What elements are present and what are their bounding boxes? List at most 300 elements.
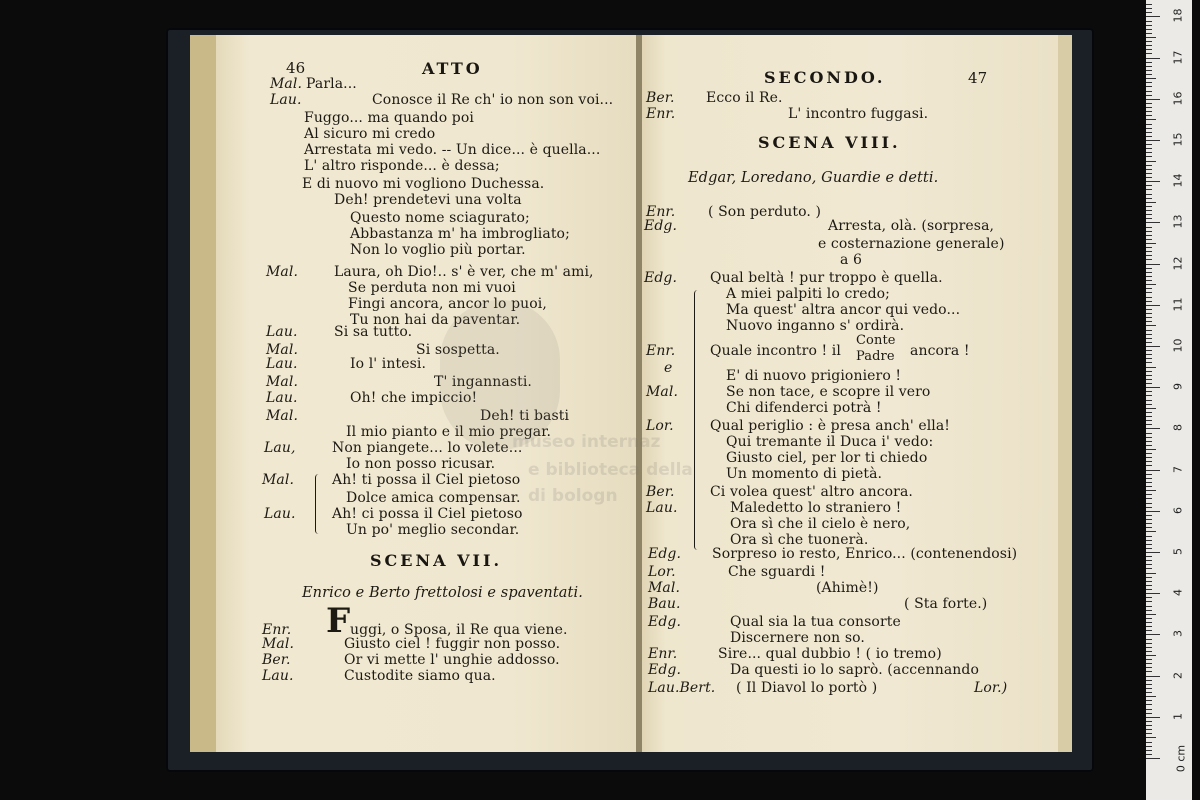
watermark-line-1: museo internaz	[512, 432, 661, 452]
ruler-tick	[1146, 91, 1152, 92]
ruler-label: 2	[1171, 671, 1185, 679]
ruler-tick	[1146, 544, 1152, 545]
dialogue-line: Chi difenderci potrà !	[726, 400, 882, 416]
dialogue-line: Io l' intesi.	[350, 356, 427, 372]
ruler-tick	[1146, 358, 1152, 359]
dialogue-line: Arrestata mi vedo. -- Un dice... è quella...	[304, 142, 601, 158]
ruler-tick	[1146, 593, 1160, 594]
ruler-tick	[1146, 297, 1152, 298]
ruler-tick	[1146, 119, 1156, 120]
dialogue-line: a 6	[840, 252, 863, 268]
ruler-tick	[1146, 8, 1152, 9]
dialogue-line: Conosce il Re ch' io non son voi...	[372, 92, 614, 108]
ruler-tick	[1146, 144, 1152, 145]
speaker-label: Enr.	[262, 622, 292, 638]
ruler-tick	[1146, 227, 1152, 228]
ruler-tick	[1146, 284, 1156, 285]
ruler-tick	[1146, 523, 1152, 524]
dialogue-line: Questo nome sciagurato;	[350, 210, 530, 226]
ruler-tick	[1146, 486, 1152, 487]
ruler-tick	[1146, 95, 1152, 96]
scene-heading-left: SCENA VII.	[370, 551, 503, 570]
speaker-label: Edg.	[644, 270, 677, 286]
dialogue-line: Giusto ciel ! fuggir non posso.	[344, 636, 561, 652]
ruler-tick	[1146, 280, 1152, 281]
ruler-tick	[1146, 239, 1152, 240]
ruler-unit: 0 cm	[1174, 744, 1188, 773]
ruler-tick	[1146, 53, 1152, 54]
running-header-right: SECONDO.	[764, 68, 886, 87]
ruler-tick	[1146, 548, 1152, 549]
ruler-tick	[1146, 375, 1152, 376]
dialogue-line: uggi, o Sposa, il Re qua viene.	[350, 622, 568, 638]
dialogue-line: e costernazione generale)	[818, 236, 1005, 252]
ruler-tick	[1146, 655, 1156, 656]
dialogue-line: Fingi ancora, ancor lo puoi,	[348, 296, 547, 312]
ruler-tick	[1146, 581, 1152, 582]
ruler-tick	[1146, 346, 1160, 347]
dialogue-line: Si sa tutto.	[334, 324, 413, 340]
speaker-label: Edg.	[644, 218, 677, 234]
ruler-tick	[1146, 321, 1152, 322]
ruler-tick	[1146, 214, 1152, 215]
ruler-tick	[1146, 647, 1152, 648]
speaker-label: Enr.	[646, 343, 676, 359]
ruler-tick	[1146, 754, 1152, 755]
speaker-label: Mal.	[266, 374, 299, 390]
ruler-tick	[1146, 264, 1160, 265]
dialogue-line: T' ingannasti.	[434, 374, 532, 390]
speaker-label: Lau.Bert.	[648, 680, 716, 696]
ruler-tick	[1146, 37, 1156, 38]
ruler-tick	[1146, 527, 1152, 528]
ruler-tick	[1146, 408, 1156, 409]
ruler-tick	[1146, 330, 1152, 331]
ruler-tick	[1146, 478, 1152, 479]
ruler-label: 11	[1171, 297, 1185, 312]
ruler-tick	[1146, 511, 1160, 512]
dialogue-line: Arresta, olà. (sorpresa,	[828, 218, 995, 234]
dialogue-line: Ci volea quest' altro ancora.	[710, 484, 913, 500]
dialogue-line: Lor.)	[974, 680, 1008, 696]
dialogue-line: Sire... qual dubbio ! ( io tremo)	[718, 646, 942, 662]
ruler-tick	[1146, 630, 1152, 631]
speaker-label: Lau.	[266, 324, 298, 340]
ruler-tick	[1146, 194, 1152, 195]
ruler-tick	[1146, 268, 1152, 269]
ruler-tick	[1146, 560, 1152, 561]
ruler-tick	[1146, 181, 1160, 182]
speaker-label: Mal.	[266, 342, 299, 358]
speaker-label: Mal.	[270, 76, 303, 92]
ruler-tick	[1146, 700, 1152, 701]
ruler-label: 18	[1171, 8, 1185, 23]
dialogue-line: Qual beltà ! pur troppo è quella.	[710, 270, 943, 286]
ruler-label: 8	[1171, 424, 1185, 432]
ruler-tick	[1146, 651, 1152, 652]
ruler-tick	[1146, 25, 1152, 26]
speaker-label: Mal.	[646, 384, 679, 400]
ruler-tick	[1146, 498, 1152, 499]
ruler-tick	[1146, 58, 1160, 59]
ruler-tick	[1146, 606, 1152, 607]
ruler-tick	[1146, 334, 1152, 335]
dialogue-line: ( Son perduto. )	[708, 204, 822, 220]
dialogue-line: Discernere non so.	[730, 630, 865, 646]
ruler-tick	[1146, 152, 1152, 153]
ruler-tick	[1146, 231, 1152, 232]
ruler-tick	[1146, 412, 1152, 413]
ruler-tick	[1146, 367, 1156, 368]
page-number-left: 46	[286, 59, 306, 77]
speaker-label: Ber.	[646, 90, 675, 106]
ancora-word: ancora !	[910, 343, 970, 359]
ruler-tick	[1146, 507, 1152, 508]
ruler-tick	[1146, 132, 1152, 133]
dialogue-line: Un po' meglio secondar.	[346, 522, 520, 538]
ruler-tick	[1146, 161, 1156, 162]
ruler-tick	[1146, 198, 1152, 199]
dialogue-line: Al sicuro mi credo	[304, 126, 436, 142]
dialogue-line: Un momento di pietà.	[726, 466, 883, 482]
brace-right	[694, 290, 701, 550]
ruler-tick	[1146, 618, 1152, 619]
ruler-tick	[1146, 115, 1152, 116]
ruler-tick	[1146, 639, 1152, 640]
ruler-tick	[1146, 288, 1152, 289]
ruler-tick	[1146, 243, 1156, 244]
dialogue-line: Da questi io lo saprò. (accennando	[730, 662, 979, 678]
ruler-tick	[1146, 189, 1152, 190]
book-gutter	[636, 35, 642, 752]
dialogue-line: Sorpreso io resto, Enrico... (contenendosi)	[712, 546, 1018, 562]
ruler-tick	[1146, 490, 1156, 491]
ruler-tick	[1146, 737, 1156, 738]
ruler-tick	[1146, 136, 1152, 137]
ruler-label: 4	[1171, 589, 1185, 597]
ruler-tick	[1146, 255, 1152, 256]
ruler-tick	[1146, 383, 1152, 384]
ruler-tick	[1146, 519, 1152, 520]
ruler-tick	[1146, 140, 1160, 141]
ruler-tick	[1146, 589, 1152, 590]
scene-heading-right: SCENA VIII.	[758, 133, 901, 152]
ruler-tick	[1146, 585, 1152, 586]
ruler-tick	[1146, 729, 1152, 730]
ruler-tick	[1146, 470, 1160, 471]
ruler-tick	[1146, 292, 1152, 293]
ruler-tick	[1146, 70, 1152, 71]
ruler-tick	[1146, 552, 1160, 553]
ruler-tick	[1146, 746, 1152, 747]
ruler-tick	[1146, 371, 1152, 372]
dialogue-line: Ora sì che il cielo è nero,	[730, 516, 911, 532]
ruler-label: 10	[1171, 338, 1185, 353]
ruler-tick	[1146, 433, 1152, 434]
conte-word: Conte	[856, 333, 896, 348]
dialogue-line: A miei palpiti lo credo;	[726, 286, 890, 302]
ruler-tick	[1146, 577, 1152, 578]
scene-direction-right: Edgar, Loredano, Guardie e detti.	[688, 170, 939, 186]
dialogue-line: Giusto ciel, per lor ti chiedo	[726, 450, 928, 466]
ruler-tick	[1146, 309, 1152, 310]
ruler-tick	[1146, 317, 1152, 318]
speaker-label: Lau.	[266, 356, 298, 372]
dialogue-line: Qual sia la tua consorte	[730, 614, 901, 630]
ruler-label: 15	[1171, 132, 1185, 147]
ruler-tick	[1146, 750, 1152, 751]
speaker-label: e	[664, 360, 673, 376]
ruler-tick	[1146, 301, 1152, 302]
ruler-tick	[1146, 494, 1152, 495]
ruler-tick	[1146, 671, 1152, 672]
speaker-label: Lau.	[264, 506, 296, 522]
speaker-label: Mal.	[262, 636, 295, 652]
ruler-tick	[1146, 16, 1160, 17]
watermark-logo	[440, 300, 560, 450]
measuring-ruler	[1146, 0, 1192, 800]
ruler-tick	[1146, 634, 1160, 635]
speaker-label: Ber.	[646, 484, 675, 500]
ruler-label: 14	[1171, 173, 1185, 188]
ruler-tick	[1146, 733, 1152, 734]
ruler-tick	[1146, 251, 1152, 252]
dialogue-line: Il mio pianto e il mio pregar.	[346, 424, 552, 440]
ruler-tick	[1146, 457, 1152, 458]
ruler-tick	[1146, 66, 1152, 67]
ruler-tick	[1146, 247, 1152, 248]
ruler-tick	[1146, 688, 1152, 689]
dialogue-line: Parla...	[306, 76, 357, 92]
ruler-tick	[1146, 206, 1152, 207]
ruler-tick	[1146, 597, 1152, 598]
ruler-tick	[1146, 680, 1152, 681]
ruler-label: 3	[1171, 630, 1185, 638]
ruler-tick	[1146, 49, 1152, 50]
ruler-tick	[1146, 111, 1152, 112]
ruler-label: 17	[1171, 50, 1185, 65]
ruler-tick	[1146, 758, 1160, 759]
ruler-tick	[1146, 643, 1152, 644]
ruler-tick	[1146, 540, 1152, 541]
ruler-tick	[1146, 704, 1152, 705]
dialogue-line: Deh! ti basti	[480, 408, 570, 424]
ruler-tick	[1146, 12, 1152, 13]
ruler-tick	[1146, 667, 1152, 668]
ruler-tick	[1146, 461, 1152, 462]
ruler-tick	[1146, 235, 1152, 236]
ruler-tick	[1146, 709, 1152, 710]
ruler-tick	[1146, 449, 1156, 450]
ruler-tick	[1146, 441, 1152, 442]
dialogue-line: Qui tremante il Duca i' vedo:	[726, 434, 934, 450]
ruler-tick	[1146, 416, 1152, 417]
ruler-tick	[1146, 395, 1152, 396]
dialogue-line: Se perduta non mi vuoi	[348, 280, 516, 296]
dialogue-line: L' incontro fuggasi.	[788, 106, 929, 122]
ruler-tick	[1146, 45, 1152, 46]
ruler-tick	[1146, 29, 1152, 30]
ruler-tick	[1146, 148, 1152, 149]
ruler-tick	[1146, 400, 1152, 401]
dialogue-line: Io non posso ricusar.	[346, 456, 496, 472]
ruler-tick	[1146, 342, 1152, 343]
ruler-tick	[1146, 107, 1152, 108]
ruler-tick	[1146, 601, 1152, 602]
ruler-tick	[1146, 41, 1152, 42]
ruler-tick	[1146, 222, 1160, 223]
dialogue-line: L' altro risponde... è dessa;	[304, 158, 500, 174]
watermark-line-3: di bologn	[528, 486, 618, 506]
running-header-left: ATTO	[422, 59, 483, 78]
dialogue-line: Ma quest' altra ancor qui vedo...	[726, 302, 961, 318]
ruler-tick	[1146, 387, 1160, 388]
dialogue-line: Custodite siamo qua.	[344, 668, 496, 684]
dialogue-line: ( Il Diavol lo portò )	[736, 680, 878, 696]
ruler-tick	[1146, 626, 1152, 627]
ruler-tick	[1146, 62, 1152, 63]
ruler-tick	[1146, 173, 1152, 174]
ruler-tick	[1146, 663, 1152, 664]
dialogue-line: Ora sì che tuonerà.	[730, 532, 869, 548]
ruler-tick	[1146, 202, 1156, 203]
ruler-tick	[1146, 338, 1152, 339]
ruler-tick	[1146, 453, 1152, 454]
watermark-line-2: e biblioteca della	[528, 460, 693, 480]
ruler-tick	[1146, 218, 1152, 219]
dialogue-line: Maledetto lo straniero !	[730, 500, 902, 516]
dialogue-line: Nuovo inganno s' ordirà.	[726, 318, 905, 334]
speaker-label: Lau.	[266, 390, 298, 406]
padre-word: Padre	[856, 349, 895, 364]
ruler-tick	[1146, 272, 1152, 273]
dialogue-line: Oh! che impiccio!	[350, 390, 478, 406]
dialogue-line: Qual periglio : è presa anch' ella!	[710, 418, 951, 434]
ruler-label: 16	[1171, 91, 1185, 106]
dialogue-line: (Ahimè!)	[816, 580, 879, 596]
ruler-label: 1	[1171, 712, 1185, 720]
ruler-tick	[1146, 568, 1152, 569]
scene-direction-left: Enrico e Berto frettolosi e spaventati.	[302, 585, 583, 601]
dialogue-line: Se non tace, e scopre il vero	[726, 384, 931, 400]
ruler-tick	[1146, 610, 1152, 611]
ruler-tick	[1146, 21, 1152, 22]
speaker-label: Mal.	[266, 264, 299, 280]
ruler-tick	[1146, 86, 1152, 87]
ruler-tick	[1146, 78, 1156, 79]
ruler-tick	[1146, 622, 1152, 623]
ruler-tick	[1146, 573, 1156, 574]
ruler-tick	[1146, 536, 1152, 537]
speaker-label: Ber.	[262, 652, 291, 668]
ruler-tick	[1146, 276, 1152, 277]
ruler-tick	[1146, 428, 1160, 429]
ruler-tick	[1146, 391, 1152, 392]
dialogue-line: Che sguardi !	[728, 564, 826, 580]
dialogue-line: Deh! prendetevi una volta	[334, 192, 522, 208]
ruler-tick	[1146, 420, 1152, 421]
dialogue-line: Or vi mette l' unghie addosso.	[344, 652, 560, 668]
speaker-label: Edg.	[648, 662, 681, 678]
speaker-label: Mal.	[266, 408, 299, 424]
speaker-label: Bau.	[648, 596, 681, 612]
ruler-tick	[1146, 305, 1160, 306]
ruler-label: 12	[1171, 256, 1185, 271]
ruler-tick	[1146, 437, 1152, 438]
ruler-tick	[1146, 696, 1156, 697]
dialogue-line: Abbastanza m' ha imbrogliato;	[350, 226, 570, 242]
drop-cap: F	[326, 601, 351, 641]
ruler-tick	[1146, 424, 1152, 425]
ruler-tick	[1146, 515, 1152, 516]
speaker-label: Enr.	[646, 204, 676, 220]
ruler-tick	[1146, 362, 1152, 363]
ruler-label: 6	[1171, 506, 1185, 514]
ruler-tick	[1146, 676, 1160, 677]
ruler-tick	[1146, 725, 1152, 726]
ruler-tick	[1146, 503, 1152, 504]
dialogue-line: E' di nuovo prigioniero !	[726, 368, 902, 384]
ruler-tick	[1146, 128, 1152, 129]
ruler-tick	[1146, 169, 1152, 170]
dialogue-line: Tu non hai da paventar.	[350, 312, 521, 328]
ruler-tick	[1146, 99, 1160, 100]
ruler-tick	[1146, 404, 1152, 405]
ruler-label: 5	[1171, 548, 1185, 555]
speaker-label: Edg.	[648, 614, 681, 630]
ruler-tick	[1146, 103, 1152, 104]
ruler-tick	[1146, 33, 1152, 34]
page-number-right: 47	[968, 69, 988, 87]
ruler-tick	[1146, 4, 1152, 5]
speaker-label: Lau.	[270, 92, 302, 108]
dialogue-line: Ah! ti possa il Ciel pietoso	[332, 472, 521, 488]
ruler-tick	[1146, 614, 1156, 615]
ruler-tick	[1146, 82, 1152, 83]
speaker-label: Mal.	[648, 580, 681, 596]
ruler-tick	[1146, 564, 1152, 565]
ruler-tick	[1146, 354, 1152, 355]
ruler-tick	[1146, 482, 1152, 483]
dialogue-line: ( Sta forte.)	[904, 596, 988, 612]
dialogue-line: Ecco il Re.	[706, 90, 783, 106]
speaker-label: Enr.	[646, 106, 676, 122]
ruler-tick	[1146, 259, 1152, 260]
dialogue-line: Dolce amica compensar.	[346, 490, 521, 506]
ruler-tick	[1146, 713, 1152, 714]
dialogue-line: Quale incontro ! il	[710, 343, 841, 359]
ruler-tick	[1146, 124, 1152, 125]
speaker-label: Lau.	[262, 668, 294, 684]
ruler-tick	[1146, 445, 1152, 446]
ruler-tick	[1146, 721, 1152, 722]
dialogue-line: Si sospetta.	[416, 342, 500, 358]
speaker-label: Lor.	[646, 418, 674, 434]
dialogue-line: Fuggo... ma quando poi	[304, 110, 474, 126]
dialogue-line: Laura, oh Dio!.. s' è ver, che m' ami,	[334, 264, 594, 280]
ruler-label: 7	[1171, 465, 1185, 473]
ruler-label: 13	[1171, 214, 1185, 229]
ruler-tick	[1146, 185, 1152, 186]
dialogue-line: Non lo voglio più portar.	[350, 242, 526, 258]
ruler-tick	[1146, 325, 1156, 326]
ruler-tick	[1146, 156, 1152, 157]
ruler-tick	[1146, 742, 1152, 743]
ruler-tick	[1146, 165, 1152, 166]
ruler-tick	[1146, 210, 1152, 211]
ruler-tick	[1146, 556, 1152, 557]
ruler-label: 9	[1171, 383, 1185, 391]
